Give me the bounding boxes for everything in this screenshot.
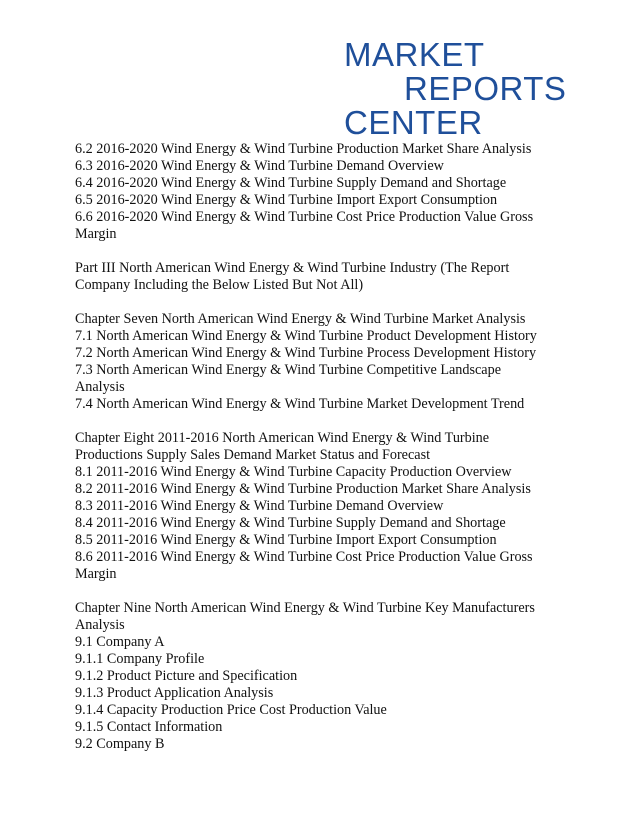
document-line: Analysis: [75, 379, 125, 395]
document-line: 6.3 2016-2020 Wind Energy & Wind Turbine Demand Overview: [75, 158, 444, 174]
document-line: 8.3 2011-2016 Wind Energy & Wind Turbine Demand Overview: [75, 498, 444, 514]
document-line: 8.6 2011-2016 Wind Energy & Wind Turbine Cost Price Production Value Gross: [75, 549, 533, 565]
document-paragraph: [75, 260, 570, 294]
document-paragraph: [75, 430, 570, 583]
document-line: 9.1.3 Product Application Analysis: [75, 685, 274, 701]
logo-text-center: CENTER: [344, 104, 483, 141]
document-paragraph: [75, 141, 570, 243]
document-line: 9.1.2 Product Picture and Specification: [75, 668, 298, 684]
document-line: Margin: [75, 566, 117, 582]
document-line: Chapter Nine North American Wind Energy & Wind Turbine Key Manufacturers: [75, 600, 535, 616]
document-body: [75, 141, 570, 770]
document-line: 7.1 North American Wind Energy & Wind Turbine Product Development History: [75, 328, 537, 344]
logo-text-reports: REPORTS: [404, 70, 567, 107]
document-line: 6.6 2016-2020 Wind Energy & Wind Turbine Cost Price Production Value Gross: [75, 209, 534, 225]
document-paragraph: [75, 600, 570, 753]
document-line: Chapter Seven North American Wind Energy & Wind Turbine Market Analysis: [75, 311, 526, 327]
document-line: 9.1.4 Capacity Production Price Cost Production Value: [75, 702, 387, 718]
document-line: Company Including the Below Listed But Not All): [75, 277, 364, 293]
document-line: 9.1.1 Company Profile: [75, 651, 205, 667]
document-line: 6.2 2016-2020 Wind Energy & Wind Turbine Production Market Share Analysis: [75, 141, 532, 157]
logo-text-market: MARKET: [344, 36, 485, 73]
document-line: 8.2 2011-2016 Wind Energy & Wind Turbine Production Market Share Analysis: [75, 481, 531, 497]
document-line: Margin: [75, 226, 117, 242]
document-line: Analysis: [75, 617, 125, 633]
document-line: 7.2 North American Wind Energy & Wind Turbine Process Development History: [75, 345, 537, 361]
document-line: 6.5 2016-2020 Wind Energy & Wind Turbine Import Export Consumption: [75, 192, 498, 208]
document-line: 9.1 Company A: [75, 634, 165, 650]
document-line: 6.4 2016-2020 Wind Energy & Wind Turbine Supply Demand and Shortage: [75, 175, 507, 191]
document-line: 9.1.5 Contact Information: [75, 719, 223, 735]
document-line: 8.5 2011-2016 Wind Energy & Wind Turbine Import Export Consumption: [75, 532, 497, 548]
document-paragraph: [75, 311, 570, 413]
document-line: Productions Supply Sales Demand Market Status and Forecast: [75, 447, 431, 463]
document-line: 8.4 2011-2016 Wind Energy & Wind Turbine Supply Demand and Shortage: [75, 515, 506, 531]
document-line: 7.3 North American Wind Energy & Wind Turbine Competitive Landscape: [75, 362, 501, 378]
document-line: Chapter Eight 2011-2016 North American Wind Energy & Wind Turbine: [75, 430, 490, 446]
document-line: 7.4 North American Wind Energy & Wind Turbine Market Development Trend: [75, 396, 525, 412]
market-reports-center-logo: [344, 36, 574, 141]
document-line: 8.1 2011-2016 Wind Energy & Wind Turbine Capacity Production Overview: [75, 464, 512, 480]
document-line: Part III North American Wind Energy & Wind Turbine Industry (The Report: [75, 260, 510, 276]
document-line: 9.2 Company B: [75, 736, 165, 752]
